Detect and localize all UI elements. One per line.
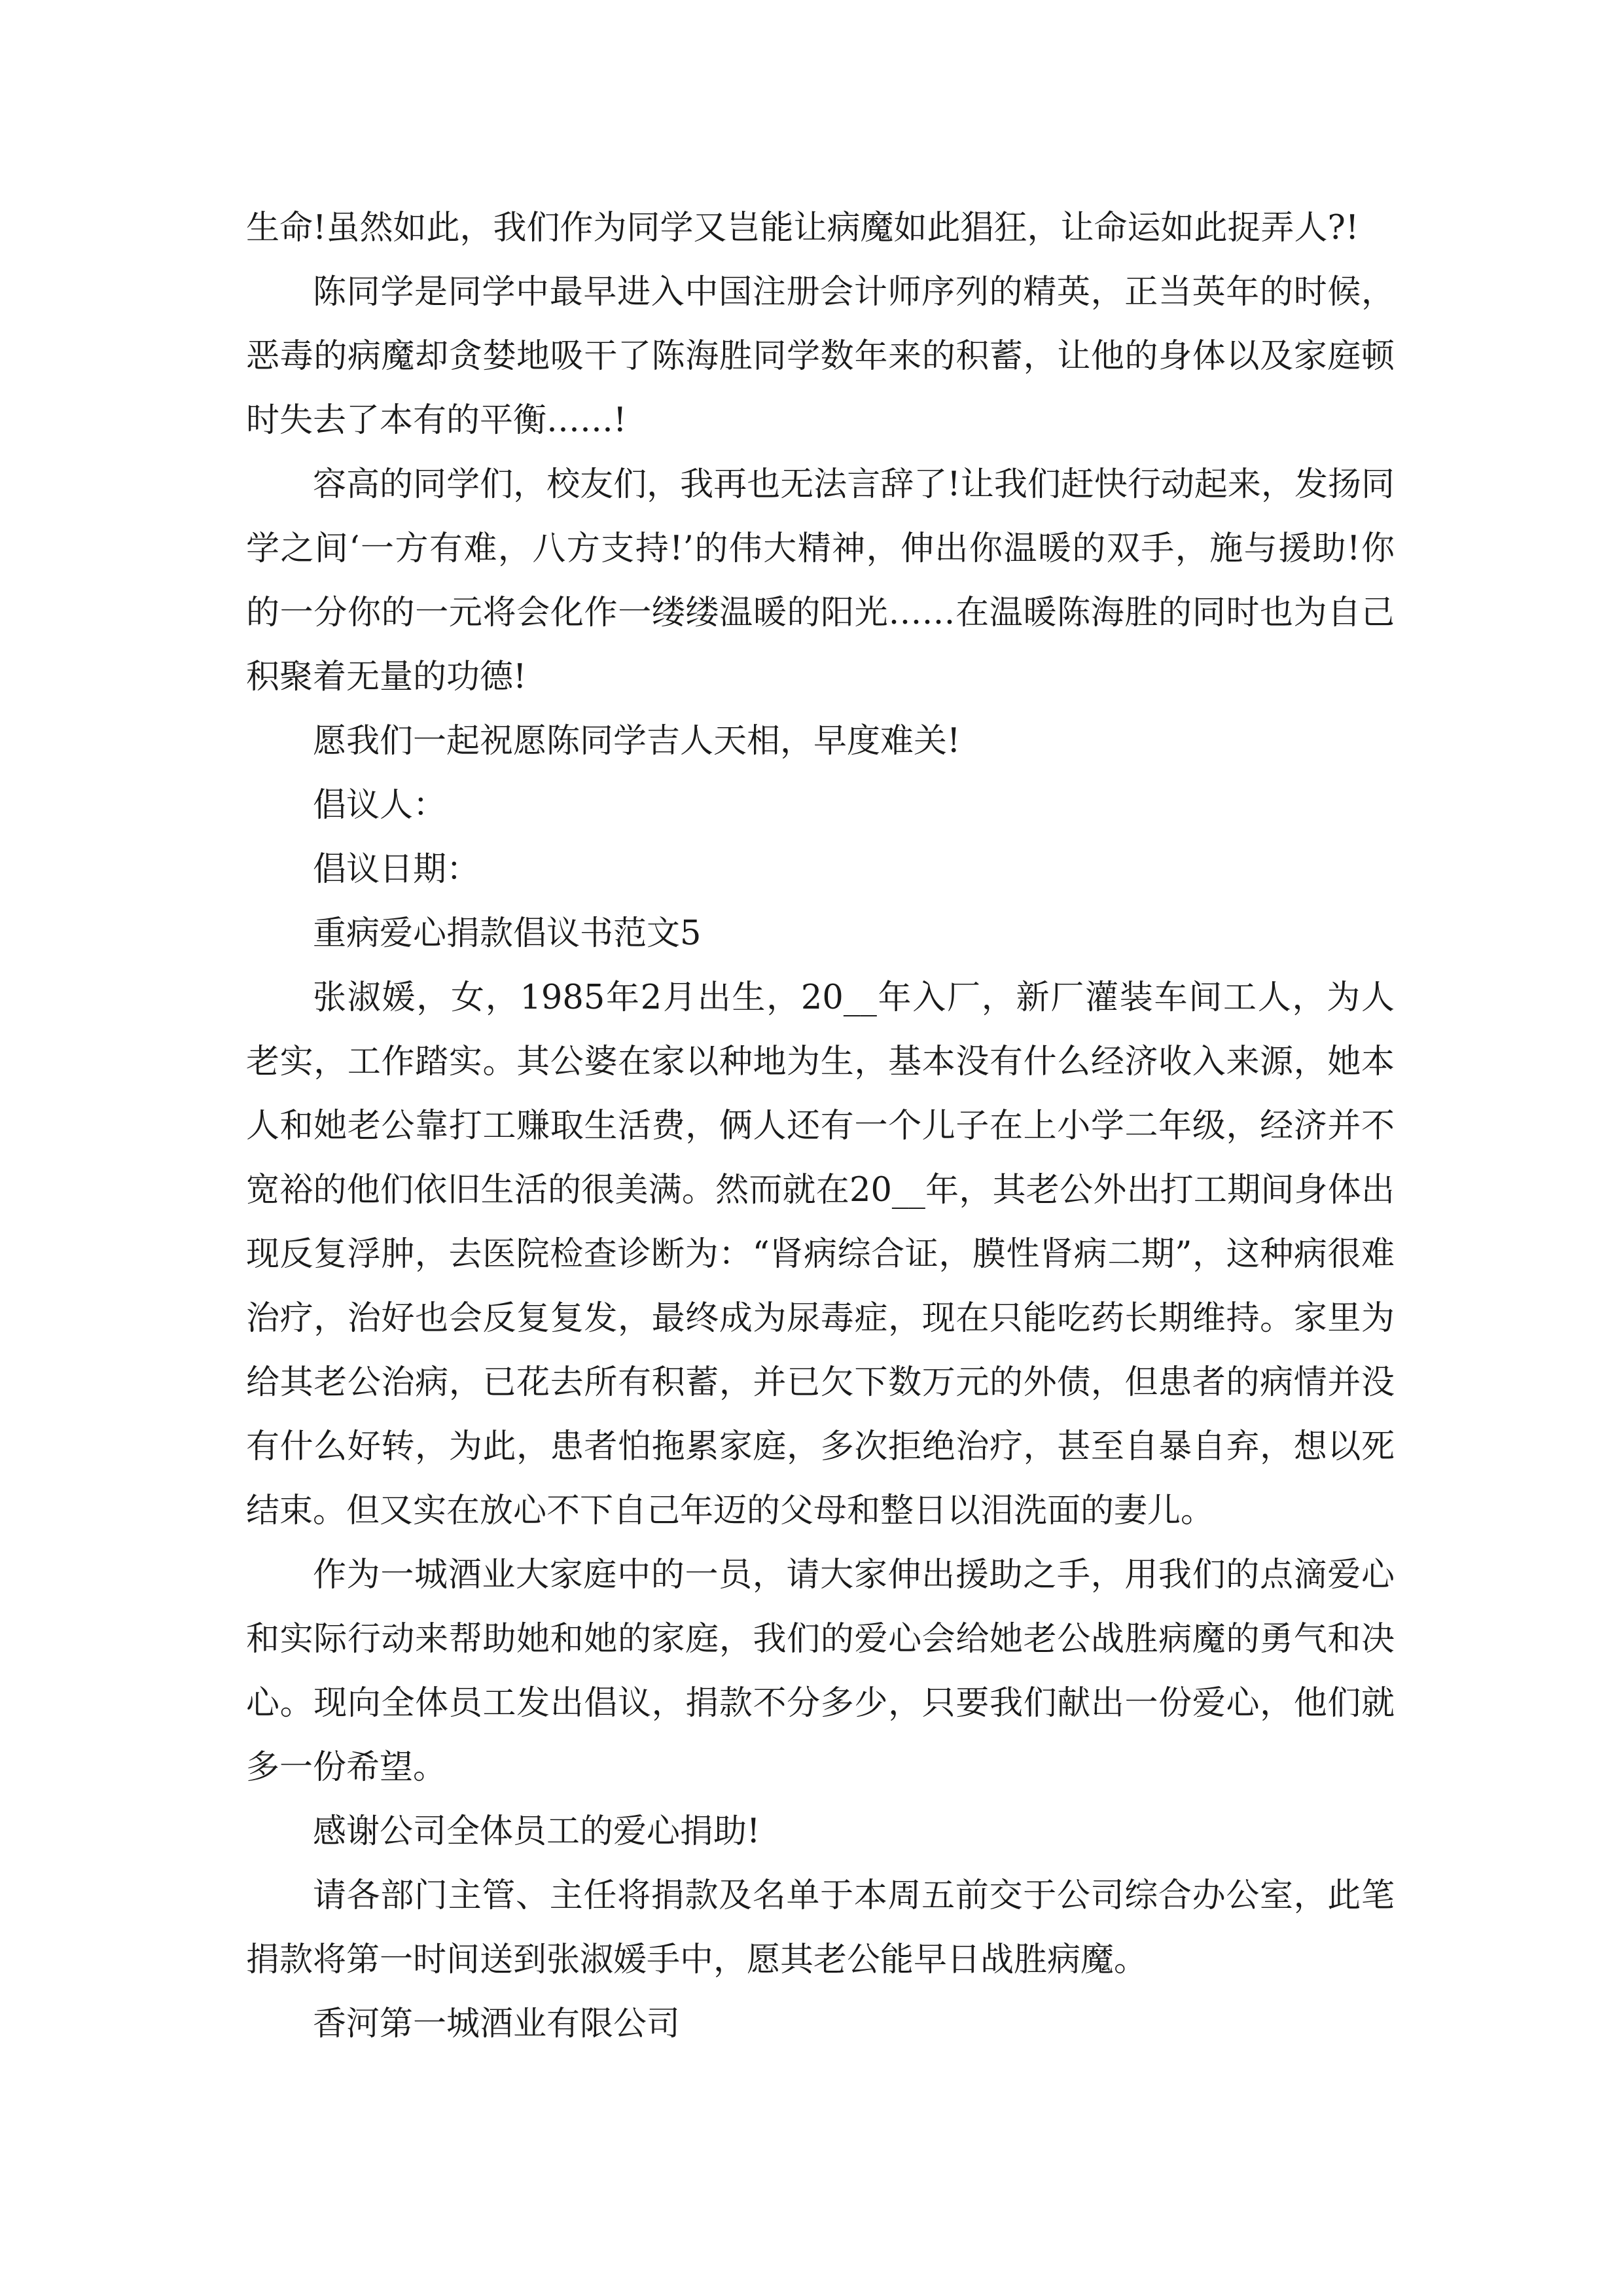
- paragraph-zhang-story: 张淑媛，女，1985年2月出生，20__年入厂，新厂灌装车间工人，为人老实，工作踏实。其公婆在家以种地为生，基本没有什么经济收入来源，她本人和她老公靠打工赚取生活费，俩人还有一个儿子在上小学二年级，经济并不宽裕的他们依旧生活的很美满。然而就在20__年，其老公外出打工期间身体出现反复浮肿，去医院检查诊断为：“肾病综合证，膜性肾病二期”，这种病很难治疗，治好也会反复复发，最终成为尿毒症，现在只能吃药长期维持。家里为给其老公治病，已花去所有积蓄，并已欠下数万元的外债，但患者的病情并没有什么好转，为此，患者怕拖累家庭，多次拒绝治疗，甚至自暴自弃，想以死结束。但又实在放心不下自己年迈的父母和整日以泪洗面的妻儿。: [246, 978, 1395, 1530]
- paragraph-chen-background: 陈同学是同学中最早进入中国注册会计师序列的精英，正当英年的时候，恶毒的病魔却贪婪地吸干了陈海胜同学数年来的积蓄，让他的身体以及家庭顿时失去了本有的平衡……!: [246, 273, 1395, 440]
- paragraph-call-to-action: 作为一城酒业大家庭中的一员，请大家伸出援助之手，用我们的点滴爱心和实际行动来帮助她和她的家庭，我们的爱心会给她老公战胜病魔的勇气和决心。现向全体员工发出倡议，捐款不分多少，只要我们献出一份爱心，他们就多一份希望。: [246, 1556, 1395, 1787]
- paragraph-continuation: 生命!虽然如此，我们作为同学又岂能让病魔如此猖狂，让命运如此捉弄人?!: [246, 209, 1359, 247]
- paragraph-instructions: 请各部门主管、主任将捐款及名单于本周五前交于公司综合办公室，此笔捐款将第一时间送到张淑媛手中，愿其老公能早日战胜病魔。: [246, 1876, 1395, 1979]
- paragraph-appeal: 容高的同学们，校友们，我再也无法言辞了!让我们赶快行动起来，发扬同学之间‘一方有难，八方支持!’的伟大精神，伸出你温暖的双手，施与援助!你的一分你的一元将会化作一缕缕温暖的阳光……在温暖陈海胜的同时也为自己积聚着无量的功德!: [246, 465, 1395, 696]
- initiative-date-label: 倡议日期：: [313, 850, 480, 889]
- document-body: [246, 196, 1395, 2056]
- company-signature: 香河第一城酒业有限公司: [313, 2005, 681, 2043]
- initiator-label: 倡议人：: [313, 786, 447, 825]
- paragraph-blessing: 愿我们一起祝愿陈同学吉人天相，早度难关!: [313, 722, 961, 761]
- section-title: 重病爱心捐款倡议书范文5: [313, 914, 702, 953]
- paragraph-thanks: 感谢公司全体员工的爱心捐助!: [313, 1812, 760, 1851]
